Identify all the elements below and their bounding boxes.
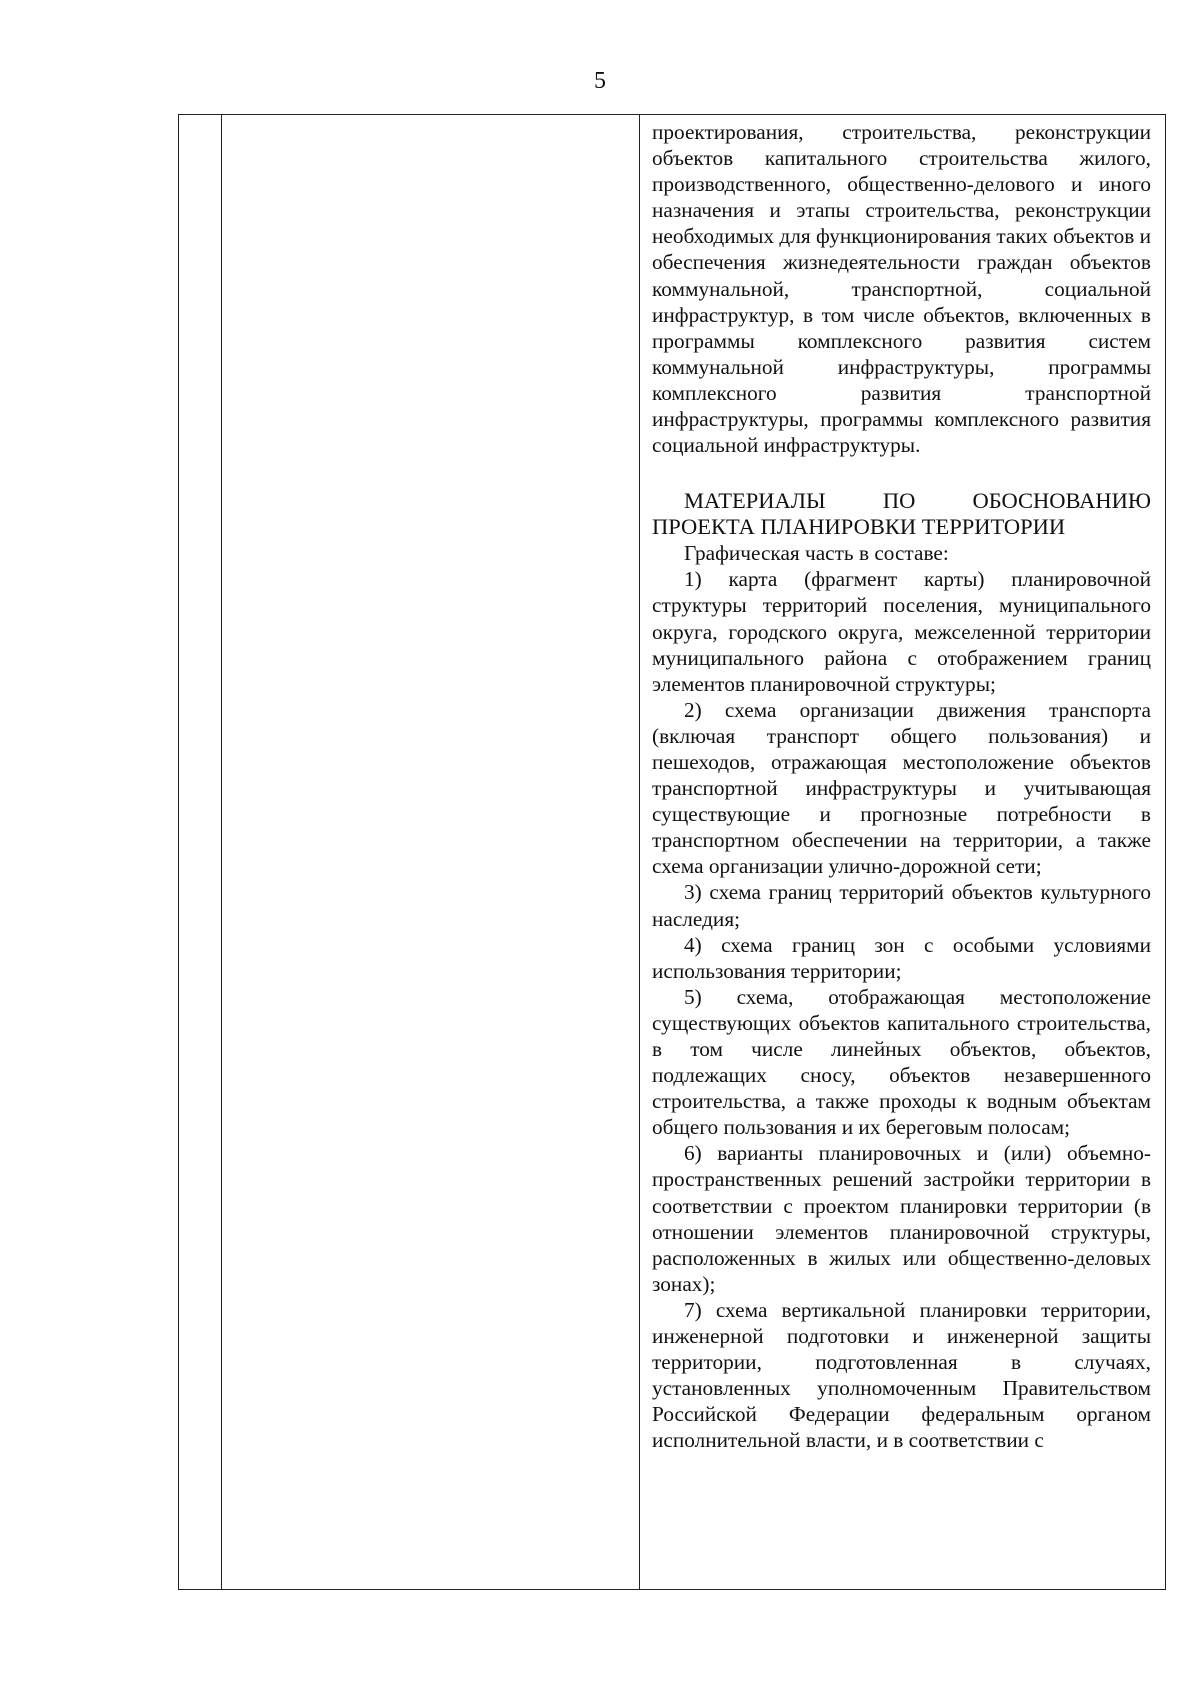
table-cell-name bbox=[222, 115, 638, 1589]
graphic-intro: Графическая часть в составе: bbox=[684, 541, 949, 566]
list-item: 3) схема границ территорий объектов культурного наследия; bbox=[652, 880, 1151, 931]
list-item: 5) схема, отображающая местоположение существующих объектов капитального строительства, в том числе линейных объектов, объектов, подлежащих сносу, объектов незавершенного строительства, а также проходы к водным объектам общего пользования и их береговым полосам; bbox=[652, 984, 1151, 1140]
table-cell-content bbox=[640, 115, 1165, 1589]
list-item: 6) варианты планировочных и (или) объемно-пространственных решений застройки территории в соответствии с проектом планировки территории (в отношении элементов планировочной структуры, расположенных в жилых или общественно-деловых зонах); bbox=[652, 1141, 1151, 1296]
section-title: МАТЕРИАЛЫ ПО ОБОСНОВАНИЮ ПРОЕКТА ПЛАНИРОВКИ ТЕРРИТОРИИ bbox=[652, 488, 1151, 540]
list-item: 7) схема вертикальной планировки территории, инженерной подготовки и инженерной защиты территории, подготовленная в случаях, установленных уполномоченным Правительством Российской Федерации федеральным органом исполнительной власти, и в соответствии с bbox=[652, 1297, 1151, 1453]
continued-paragraph: проектирования, строительства, реконструкции объектов капитального строительства жилого, производственного, общественно-делового и иного назначения и этапы строительства, реконструкции необходимых для функционирования таких объектов и обеспечения жизнедеятельности граждан объектов коммунальной, транспортной, социальной инфраструктур, в том числе объектов, включенных в программы комплексного развития систем коммунальной инфраструктуры, программы комплексного развития транспортной инфраструктуры, программы комплексного развития социальной инфраструктуры. bbox=[652, 120, 1151, 458]
paragraph-gap bbox=[652, 458, 1151, 488]
page-number: 5 bbox=[594, 68, 606, 94]
document-table bbox=[178, 114, 1166, 1590]
list-item: 2) схема организации движения транспорта (включая транспорт общего пользования) и пешеходов, отражающая местоположение объектов транспортной инфраструктуры и учитывающая существующие и прогнозные потребности в транспортном обеспечении на территории, а также схема организации улично-дорожной сети; bbox=[652, 697, 1151, 879]
list-item: 1) карта (фрагмент карты) планировочной структуры территорий поселения, муниципального округа, городского округа, межселенной территории муниципального района с отображением границ элементов планировочной структуры; bbox=[652, 567, 1151, 696]
list-item: 4) схема границ зон с особыми условиями использования территории; bbox=[652, 932, 1151, 983]
table-cell-number bbox=[179, 115, 221, 1589]
